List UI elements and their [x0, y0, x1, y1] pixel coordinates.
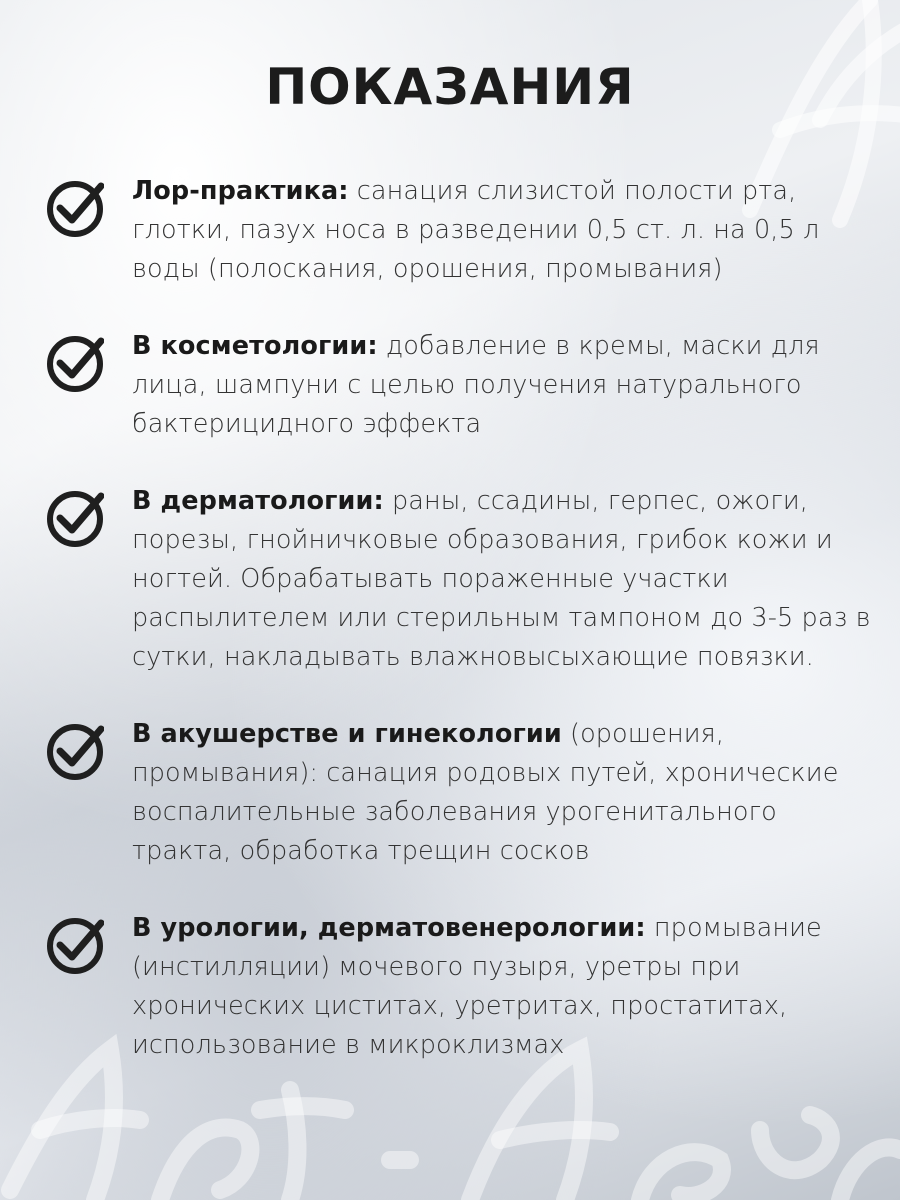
- list-item: [46, 482, 876, 677]
- item-text: [132, 482, 876, 677]
- indications-list: [46, 172, 876, 1103]
- item-heading: В косметологии:: [132, 331, 378, 361]
- list-item: [46, 172, 876, 289]
- check-circle-icon: [46, 335, 104, 393]
- check-circle-icon: [46, 723, 104, 781]
- check-circle-icon: [46, 490, 104, 548]
- list-item: [46, 909, 876, 1065]
- item-heading: Лор-практика:: [132, 176, 349, 206]
- list-item: [46, 715, 876, 871]
- check-circle-icon: [46, 917, 104, 975]
- check-circle-icon: [46, 180, 104, 238]
- item-body: раны, ссадины, герпес, ожоги, порезы, гнойничковые образования, грибок кожи и ногтей. Обрабатывать пораженные участки распылителем или стерильным тампоном до 3-5 раз в сутки, накладывать влажновысыхающие повязки.: [132, 486, 871, 672]
- item-heading: В акушерстве и гинекологии: [132, 719, 562, 749]
- item-body: санация слизистой полости рта, глотки, пазух носа в разведении 0,5 ст. л. на 0,5 л воды (полоскания, орошения, промывания): [132, 176, 820, 284]
- page-title: ПОКАЗАНИЯ: [265, 58, 635, 116]
- item-heading: В урологии, дерматовенерологии:: [132, 913, 646, 943]
- item-heading: В дерматологии:: [132, 486, 384, 516]
- list-item: [46, 327, 876, 444]
- item-body: добавление в кремы, маски для лица, шампуни с целью получения натурального бактерицидного эффекта: [132, 331, 820, 439]
- item-body: (орошения, промывания): санация родовых путей, хронические воспалительные заболевания урогенитального тракта, обработка трещин сосков: [132, 719, 839, 866]
- item-text: [132, 172, 876, 289]
- item-text: [132, 327, 876, 444]
- item-text: [132, 909, 876, 1065]
- item-body: промывание (инстилляции) мочевого пузыря, уретры при хронических циститах, уретритах, простатитах, использование в микроклизмах: [132, 913, 822, 1060]
- item-text: [132, 715, 876, 871]
